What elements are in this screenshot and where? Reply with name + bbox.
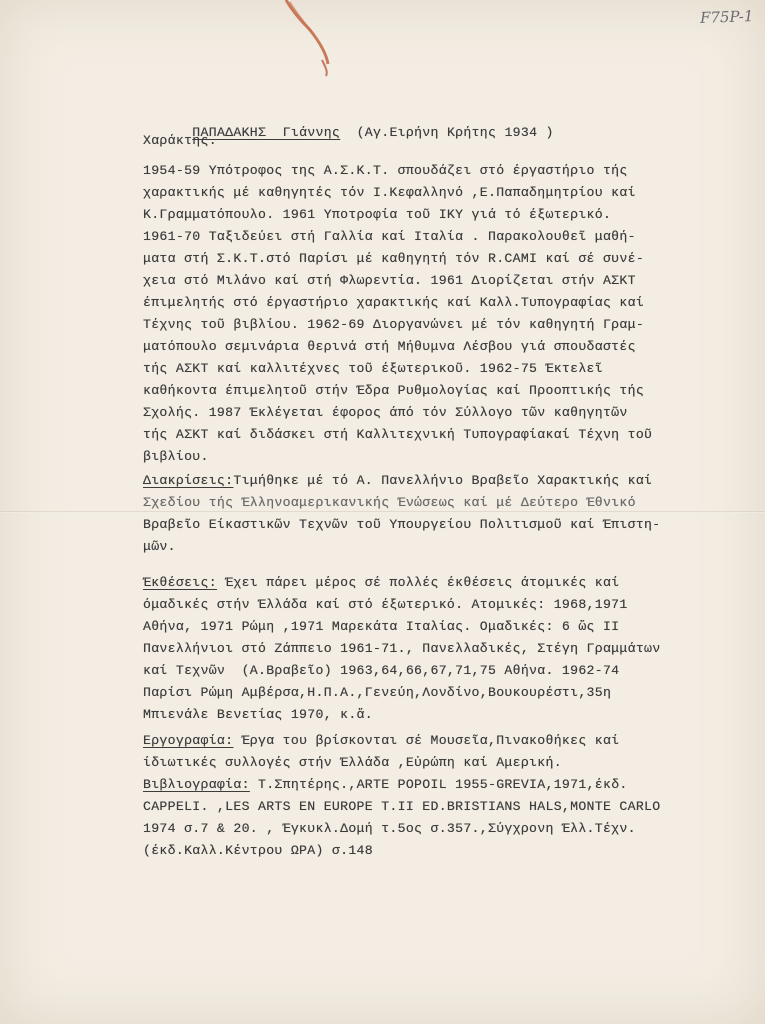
bio-line: Τέχνης τοῦ βιβλίου. 1962-69 Διοργανώνει μέ τόν καθηγητή Γραμ- <box>143 317 645 332</box>
header-line <box>143 100 554 140</box>
distinctions-text: Τιμήθηκε μέ τό Α. Πανελλήνιο Βραβεῖο Χαρακτικής καί <box>233 473 653 488</box>
birth-info: (Αγ.Ειρήνη Κρήτης 1934 ) <box>356 125 554 140</box>
archive-number: F75P-1 <box>699 7 754 27</box>
exhibitions-line: Παρίσι Ρώμη Αμβέρσα,Η.Π.Α.,Γενεύη,Λονδίνο,Βουκουρέστι,35η <box>143 685 612 700</box>
bio-line: έπιμελητής στό έργαστήριο χαρακτικής καί Καλλ.Τυπογραφίας καί <box>143 295 645 310</box>
bio-line: ματόπουλο σεμινάρια θερινά στή Μήθυμνα Λέσβου γιά σπουδαστές <box>143 339 636 354</box>
works-text: Έργα του βρίσκονται σέ Μουσεῖα,Πινακοθήκες καί <box>241 733 620 748</box>
exhibitions-line <box>143 572 619 594</box>
bibliography-text: Τ.Σπητέρης.,ARTE POPOIL 1955-GREVIA,1971,έκδ. <box>258 777 628 792</box>
bio-line: καθήκοντα έπιμελητοῦ στήν Έδρα Ρυθμολογίας καί Προοπτικής τής <box>143 383 645 398</box>
exhibitions-line: Μπιενάλε Βενετίας 1970, κ.ἄ. <box>143 707 373 722</box>
exhibitions-text: Έχει πάρει μέρος σέ πολλές έκθέσεις άτομικές καί <box>225 575 620 590</box>
distinctions-line <box>143 470 652 492</box>
bio-line: τής ΑΣΚΤ καί καλλιτέχνες τοῦ έξωτερικοῦ. 1962-75 Έκτελεῖ <box>143 361 603 376</box>
bibliography-line <box>143 774 628 796</box>
ink-stain <box>282 0 342 80</box>
bio-line: βιβλίου. <box>143 449 209 464</box>
bio-line: Κ.Γραμματόπουλο. 1961 Υποτροφία τοῦ ΙΚΥ γιά τό έξωτερικό. <box>143 207 612 222</box>
distinctions-label: Διακρίσεις: <box>143 473 234 488</box>
bibliography-line: CAPPELI. ,LES ARTS EN EUROPE T.II ED.BRISTIANS HALS,MONTE CARLO <box>143 799 661 814</box>
bibliography-label: Βιβλιογραφία: <box>143 777 250 792</box>
exhibitions-line: Πανελλήνιοι στό Ζάππειο 1961-71., Πανελλαδικές, Στέγη Γραμμάτων <box>143 641 661 656</box>
bio-line: 1961-70 Ταξιδεύει στή Γαλλία καί Ιταλία . Παρακολουθεῖ μαθή- <box>143 229 636 244</box>
bio-line: τής ΑΣΚΤ καί διδάσκει στή Καλλιτεχνική Τυπογραφίακαί Τέχνη τοῦ <box>143 427 653 442</box>
distinctions-line: Βραβεῖο Είκαστικῶν Τεχνῶν τοῦ Υπουργείου Πολιτισμοῦ καί Έπιστη- <box>143 517 661 532</box>
bio-line: 1954-59 Υπότροφος της Α.Σ.Κ.Τ. σπουδάζει στό έργαστήριο τής <box>143 163 628 178</box>
bio-line: χεια στό Μιλάνο καί στή Φλωρεντία. 1961 Διορίζεται στήν ΑΣΚΤ <box>143 273 636 288</box>
bio-line: Σχολής. 1987 Έκλέγεται έφορος άπό τόν Σύλλογο τῶν καθηγητῶν <box>143 405 628 420</box>
exhibitions-line: καί Τεχνῶν (Α.Βραβεῖο) 1963,64,66,67,71,75 Αθήνα. 1962-74 <box>143 663 620 678</box>
bibliography-line: (έκδ.Καλλ.Κέντρου ΩΡΑ) σ.148 <box>143 843 373 858</box>
artist-name: ΠΑΠΑΔΑΚΗΣ Γιάννης <box>192 125 341 140</box>
distinctions-line: μῶν. <box>143 539 176 554</box>
bio-line: ματα στή Σ.Κ.Τ.στό Παρίσι μέ καθηγητή τόν R.CAMI καί σέ συνέ- <box>143 251 645 266</box>
works-label: Εργογραφία: <box>143 733 234 748</box>
bio-line: χαρακτικής μέ καθηγητές τόν Ι.Κεφαλληνό ,Ε.Παπαδημητρίου καί <box>143 185 636 200</box>
profession: Χαράκτης. <box>143 133 217 148</box>
works-line: ίδιωτικές συλλογές στήν Έλλάδα ,Εὐρώπη καί Αμερική. <box>143 755 562 770</box>
exhibitions-label: Έκθέσεις: <box>143 575 217 590</box>
bibliography-line: 1974 σ.7 & 20. , Έγκυκλ.Δομή τ.5ος σ.357.,Σύγχρονη Έλλ.Τέχν. <box>143 821 636 836</box>
exhibitions-line: Αθήνα, 1971 Ρώμη ,1971 Μαρεκάτα Ιταλίας. Ομαδικές: 6 ὥς ΙΙ <box>143 619 620 634</box>
exhibitions-line: όμαδικές στήν Έλλάδα καί στό έξωτερικό. Ατομικές: 1968,1971 <box>143 597 628 612</box>
works-line <box>143 730 619 752</box>
distinctions-line: Σχεδίου τής Έλληνοαμερικανικής Ένώσεως καί μέ Δεύτερο Έθνικό <box>143 495 636 510</box>
